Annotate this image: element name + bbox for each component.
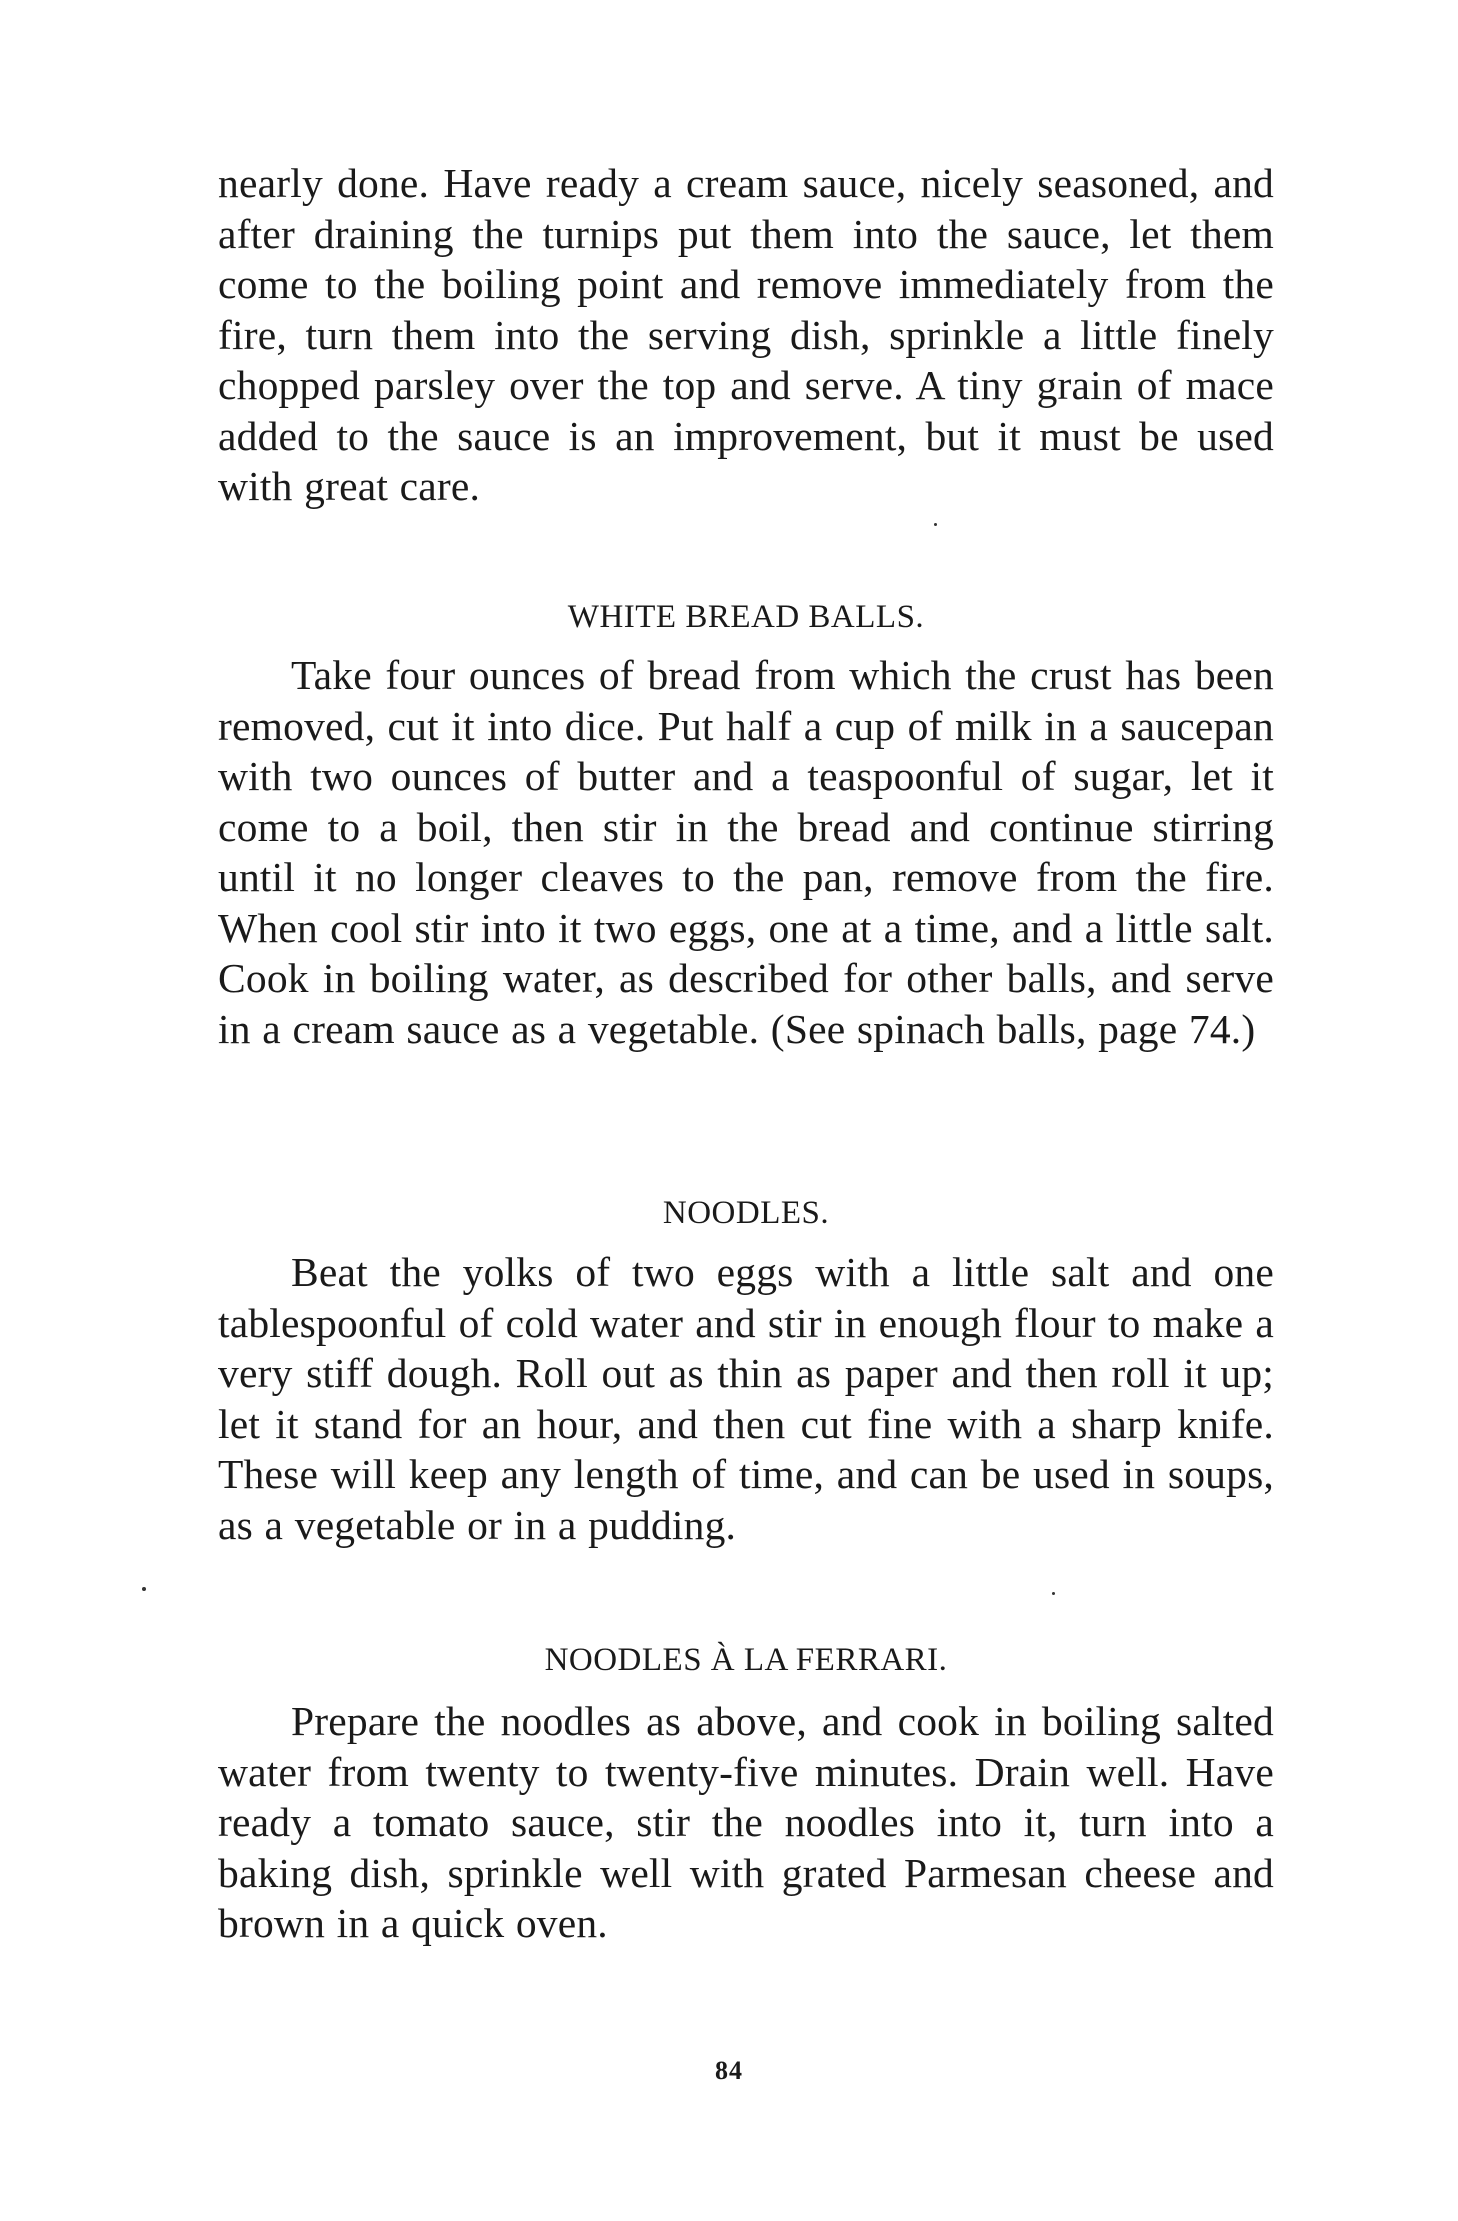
section-paragraph: Beat the yolks of two eggs with a little salt and one tablespoonful of cold water and stir in enough flour to make a very stiff dough. Roll out as thin as paper and then roll it up; let it stand for an hour, and then cut fine with a sharp knife. These will keep any length of time, and can be used in soups, as a vegetable or in a pudding. <box>218 1249 1274 1548</box>
intro-paragraph: nearly done. Have ready a cream sauce, nicely seasoned, and after draining the turnips put them into the sauce, let them come to the boiling point and remove immediately from the fire, turn them into the serving dish, sprinkle a little finely chopped parsley over the top and serve. A tiny grain of mace added to the sauce is an improvement, but it must be used with great care. <box>218 160 1274 509</box>
section-body-white-bread-balls <box>218 650 1274 1054</box>
section-heading-noodles-a-la-ferrari: NOODLES À LA FERRARI. <box>544 1642 948 1678</box>
section-paragraph: Prepare the noodles as above, and cook in boiling salted water from twenty to twenty-five minutes. Drain well. Have ready a tomato sauce, stir the noodles into it, turn into a baking dish, sprinkle well with grated Parmesan cheese and brown in a quick oven. <box>218 1698 1274 1946</box>
section-heading-white-bread-balls: WHITE BREAD BALLS. <box>567 599 925 635</box>
section-paragraph: Take four ounces of bread from which the crust has been removed, cut it into dice. Put half a cup of milk in a saucepan with two ounces of butter and a teaspoonful of sugar, let it come to a boil, then stir in the bread and continue stirring until it no longer cleaves to the pan, remove from the fire. When cool stir into it two eggs, one at a time, and a little salt. Cook in boiling water, as described for other balls, and serve in a cream sauce as a vegetable. (See spinach balls, page 74.) <box>218 652 1274 1052</box>
page-number: 84 <box>715 2056 743 2085</box>
print-speck <box>142 1587 146 1591</box>
section-heading-noodles: NOODLES. <box>662 1195 830 1231</box>
intro-block <box>218 158 1274 512</box>
section-body-noodles-a-la-ferrari <box>218 1696 1274 1949</box>
print-speck <box>1052 1592 1055 1595</box>
section-body-noodles <box>218 1247 1274 1550</box>
print-speck <box>934 523 937 526</box>
